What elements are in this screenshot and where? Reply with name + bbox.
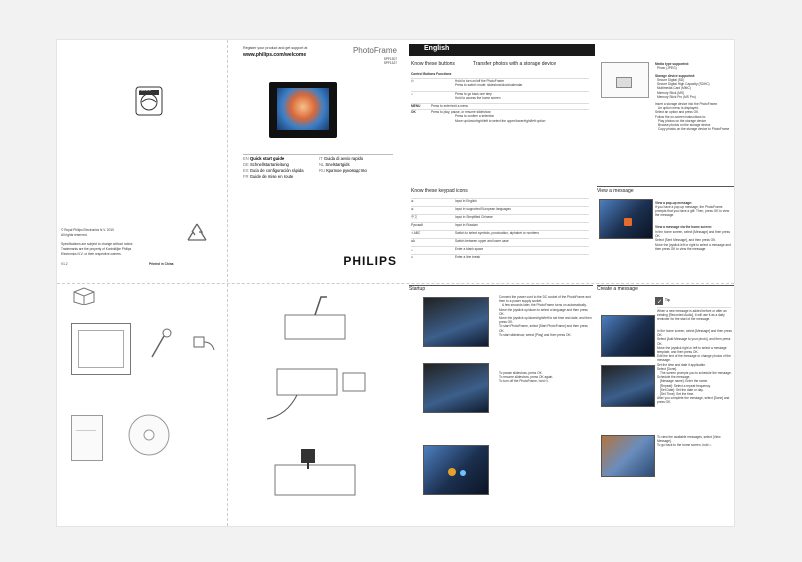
list-item: [Set Time]: Set the time. — [660, 392, 695, 397]
list-item: To resume slideshow, press OK again. — [499, 375, 554, 380]
create-steps — [657, 329, 733, 405]
list-item: Move the joystick right or left to select a message template, and then press OK. — [657, 345, 727, 355]
list-item: Schedule the message. — [657, 375, 691, 380]
media-item: Photo (JPEG) — [657, 66, 677, 70]
stand-icon — [149, 327, 173, 359]
list-item: Memory Stick Pro (MS Pro) — [657, 94, 696, 99]
gift-icon — [624, 218, 632, 226]
keypad-title: Know these keypad icons — [411, 188, 468, 194]
list-item: To turn off the PhotoFrame, hold ⏻. — [499, 379, 549, 384]
home-icon-photo — [448, 468, 456, 476]
list-item: Copy photos on the storage device to PhotoFrame — [658, 127, 730, 132]
list-item: To go back to the home screen, hold ⌂. — [657, 443, 713, 448]
language-item-en: EN Quick start guide — [243, 156, 285, 161]
tip-label: Tip — [665, 298, 670, 302]
list-item: The screen prompts you to schedule the message. — [660, 371, 732, 376]
svg-text:✓: ✓ — [657, 299, 663, 305]
list-item: Memory Stick (MS) — [657, 90, 685, 95]
panel-create-message — [597, 285, 734, 526]
buttons-table: Control Buttons Functions ⏻ Hold to turn on/off the PhotoFrame Press to switch mode: slideshow/clock/calendar ⌂ Press to go back one step Hold to access the home screen MENU Press to enter/exit a menu OK Press to play, pause, or resume slideshow Press to confirm a selection Move up/down/right/left to select the upper/lower/right/left option — [411, 72, 589, 160]
spec-note-1: Specifications are subject to change without notice. — [61, 242, 134, 246]
document-sheet — [57, 40, 734, 526]
power-on-diagram — [265, 445, 375, 505]
model-2: SPF1327 — [383, 61, 397, 65]
list-item: Connect the power cord to the DC socket of the PhotoFrame and then to a power supply socket. — [499, 295, 591, 304]
view-message-screen — [599, 199, 653, 239]
list-item: A few seconds later, the PhotoFrame turns on automatically. — [502, 303, 587, 308]
rights-text: All rights reserved. — [61, 233, 88, 237]
view-message-title: View a message — [597, 188, 634, 194]
panel-badge — [57, 40, 227, 283]
table-row: ⌂ Press to go back one step — [411, 91, 589, 92]
storage-title: Transfer photos with a storage device — [473, 61, 557, 67]
list-item: Select [Sent Message], and then press OK. — [655, 238, 717, 243]
table-row: aA Switch between upper and lower case — [411, 238, 589, 239]
table-row: ⊕ Input in supported European languages — [411, 206, 589, 207]
storage-steps — [655, 102, 733, 131]
list-item: To pause slideshow, press OK. — [499, 371, 543, 375]
website-text: www.philips.com/welcome — [243, 52, 307, 58]
startup-divider — [409, 285, 593, 286]
buttons-table-header: Control Buttons Functions — [411, 72, 452, 76]
list-item: Play photos on the storage device — [658, 118, 707, 123]
language-item-ru: RU Краткое руководство — [319, 168, 367, 173]
power-connect-diagram — [257, 359, 377, 429]
table-row: OK Press to play, pause, or resume slideshow — [411, 109, 589, 110]
list-item: Move the joystick up/down to select a language and then press OK. — [499, 307, 588, 316]
list-item: Browse photos on the storage device — [658, 123, 711, 128]
storage-slot-illustration — [601, 62, 649, 98]
popup-title: View a pop-up message: — [655, 201, 693, 205]
list-item: [Set Date]: Set the date or day. — [660, 387, 704, 392]
cd-rom-icon — [127, 413, 171, 457]
create-title: Create a message — [597, 286, 638, 292]
list-item: Multimedia Card (MMC) — [657, 86, 691, 91]
list-item: To view the available messages, select [View Message]. — [657, 435, 721, 444]
popup-text: If you have a pop-up message, the PhotoFrame prompts that you have a gift. Then, press OK to view the message. — [655, 205, 730, 218]
list-item: Move the joystick up/down/right/left to set time and date, and then press OK. — [499, 316, 592, 325]
language-list-right — [319, 156, 399, 174]
copyright-text: © Royal Philips Electronics N.V. 2010 — [61, 228, 114, 232]
table-row: ⊕ Input in English — [411, 198, 589, 199]
list-item: In the home screen, select [Message] and then press OK. — [655, 230, 730, 239]
language-item-fr: FR Guide de mise en route — [243, 174, 294, 179]
photoframe-photo — [277, 88, 329, 130]
language-item-it: IT Guida di avvio rapido — [319, 156, 364, 161]
photoframe-image — [269, 82, 337, 138]
home-view-steps — [655, 230, 733, 251]
panel-cover — [229, 40, 405, 283]
list-item: Set the time and date if applicable. — [657, 362, 706, 367]
box-icon — [71, 285, 97, 305]
printed-in-text: Printed in China — [149, 262, 174, 266]
list-item: Edit the text of the message or change photos of the message. — [657, 354, 731, 363]
spec-note-2: Trademarks are the property of Koninklijke Philips — [61, 247, 132, 251]
storage-list — [657, 78, 732, 99]
list-item: After you complete the message, select [Done] and press OK. — [657, 396, 730, 405]
startup-steps — [499, 295, 593, 337]
language-list-left — [243, 156, 319, 180]
list-item: Move the joystick left or right to select a message and then press OK to view the message. — [655, 242, 731, 251]
home-icon-settings — [460, 470, 466, 476]
storage-sup-title: Storage device supported: — [655, 74, 696, 78]
list-item: An option menu is displayed. — [658, 106, 699, 111]
panel-storage — [597, 56, 734, 282]
card-illustration — [616, 77, 632, 88]
table-row: 中文 Input in Simplified Chinese — [411, 214, 589, 215]
startup-screen-2 — [423, 363, 489, 413]
startup-notes — [499, 371, 593, 384]
media-title: Media type supported: — [655, 62, 690, 66]
spec-note-3: Electronics N.V. or their respective owners. — [61, 252, 122, 256]
cover-divider — [243, 154, 393, 155]
table-row: ⇧ABC Switch to select symbols, punctuation, alphabet or numbers — [411, 230, 589, 231]
fold-line-horizontal — [57, 283, 734, 284]
list-item: [Repeat]: Select a repeat frequency. — [660, 383, 711, 388]
list-item: Select an option and press OK. — [655, 110, 700, 115]
tip-text: When a new message is added before or after an existing [Recorded Audio], it will use it as a daily reminder for the start of the message. — [657, 307, 731, 322]
stand-attach-diagram — [275, 291, 365, 351]
language-item-de: DE Schnellstartanleitung — [243, 162, 289, 167]
list-item: In the home screen, select [Message] and then press OK. — [657, 329, 732, 338]
language-item-nl: NL Snelstartgids — [319, 162, 350, 167]
panel-setup-diagrams — [229, 285, 405, 526]
table-row: MENU Press to enter/exit a menu — [411, 103, 589, 104]
create-notes — [657, 435, 733, 448]
version-text: V1.2 — [61, 262, 68, 266]
list-item: Follow the on-screen instructions to: — [655, 114, 707, 119]
power-adapter-icon — [191, 331, 217, 355]
panel-buttons — [409, 44, 595, 282]
booklet-icon — [71, 415, 103, 461]
model-1: SPF1307 — [383, 57, 397, 61]
list-item: To start PhotoFrame, select [Start PhotoFrame] and then press OK. — [499, 324, 588, 333]
philips-logo: PHILIPS — [343, 254, 397, 268]
recycle-icon — [185, 222, 209, 244]
frame-outline — [71, 323, 131, 375]
booklet-line — [76, 430, 96, 431]
table-row: ␣ Enter a blank space — [411, 246, 589, 247]
list-item: Select [Done]. — [657, 366, 678, 371]
list-item: To start slideshow, select [Play] and then press OK. — [499, 332, 572, 337]
create-screen-3 — [601, 435, 655, 477]
badge-brand-text: PHILIPS — [139, 88, 151, 92]
language-header-bar — [409, 44, 595, 56]
list-item: Select [Add Message to your photo], and then press OK. — [657, 337, 731, 346]
frame-outline-inner — [78, 330, 124, 368]
list-item: [Message name]: Enter the name. — [660, 379, 709, 384]
create-screen-2 — [601, 365, 655, 407]
tip-icon — [655, 297, 663, 305]
product-name: PhotoFrame — [352, 46, 397, 55]
startup-screen-3 — [423, 445, 489, 495]
list-item: Secure Digital High Capacity (SDHC) — [657, 82, 710, 87]
buttons-title: Know these buttons — [411, 61, 455, 67]
table-row: ↵ Enter a line break — [411, 254, 589, 255]
list-item: Insert a storage device into the PhotoFrame. — [655, 102, 718, 106]
keypad-table — [411, 198, 589, 268]
create-screen-1 — [601, 315, 655, 357]
list-item: Secure Digital (SD) — [657, 78, 685, 82]
register-line: Register your product and get support at — [243, 46, 308, 50]
panel-box-contents — [57, 285, 227, 526]
table-row: Русский Input in Russian — [411, 222, 589, 223]
language-item-es: ES Guía de configuración rápida — [243, 168, 304, 173]
startup-title: Startup — [409, 286, 426, 292]
home-view-title: View a message via the home screen: — [655, 225, 712, 229]
view-message-divider — [597, 186, 734, 187]
startup-screen-1 — [423, 297, 489, 347]
language-header-text: English — [424, 45, 450, 52]
panel-startup — [409, 285, 595, 526]
table-row: ⏻ Hold to turn on/off the PhotoFrame — [411, 78, 589, 79]
